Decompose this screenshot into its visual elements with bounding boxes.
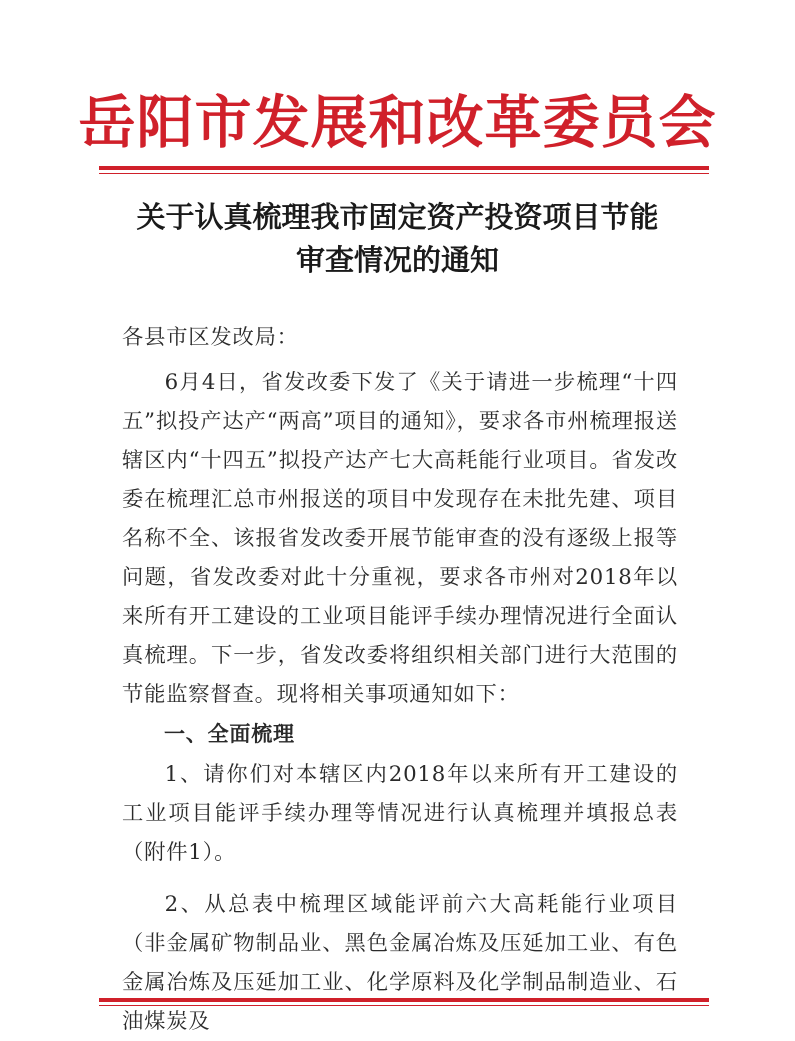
letterhead-divider-top — [99, 166, 709, 174]
notice-title — [0, 196, 795, 282]
item-2: 2、从总表中梳理区域能评前六大高耗能行业项目（非金属矿物制品业、黑色金属冶炼及压延加工业、有色金属冶炼及压延加工业、化学原料及化学制品制造业、石油煤炭及 — [122, 892, 678, 1034]
item-1: 1、请你们对本辖区内2018年以来所有开工建设的工业项目能评手续办理等情况进行认真梳理并填报总表（附件1）。 — [122, 762, 678, 865]
addressee: 各县市区发改局： — [122, 325, 299, 350]
notice-title-line1: 关于认真梳理我市固定资产投资项目节能 — [136, 200, 659, 234]
notice-title-line2: 审查情况的通知 — [295, 243, 499, 277]
section-1-heading: 一、全面梳理 — [164, 722, 295, 746]
org-letterhead-title: 岳阳市发展和改革委员会 — [78, 90, 717, 156]
paragraph-1: 6月4日，省发改委下发了《关于请进一步梳理“十四五”拟投产达产“两高”项目的通知》，要求各市州梳理报送辖区内“十四五”拟投产达产七大高耗能行业项目。省发改委在梳理汇总市州报送的项目中发现存在未批先建、项目名称不全、该报省发改委开展节能审查的没有逐级上报等问题，省发改委对此十分重视，要求各市州对2018年以来所有开工建设的工业项目能评手续办理情况进行全面认真梳理。下一步，省发改委将组织相关部门进行大范围的节能监察督查。现将相关事项通知如下： — [122, 370, 678, 707]
page-divider-bottom — [99, 998, 709, 1006]
document-body — [122, 318, 678, 1041]
